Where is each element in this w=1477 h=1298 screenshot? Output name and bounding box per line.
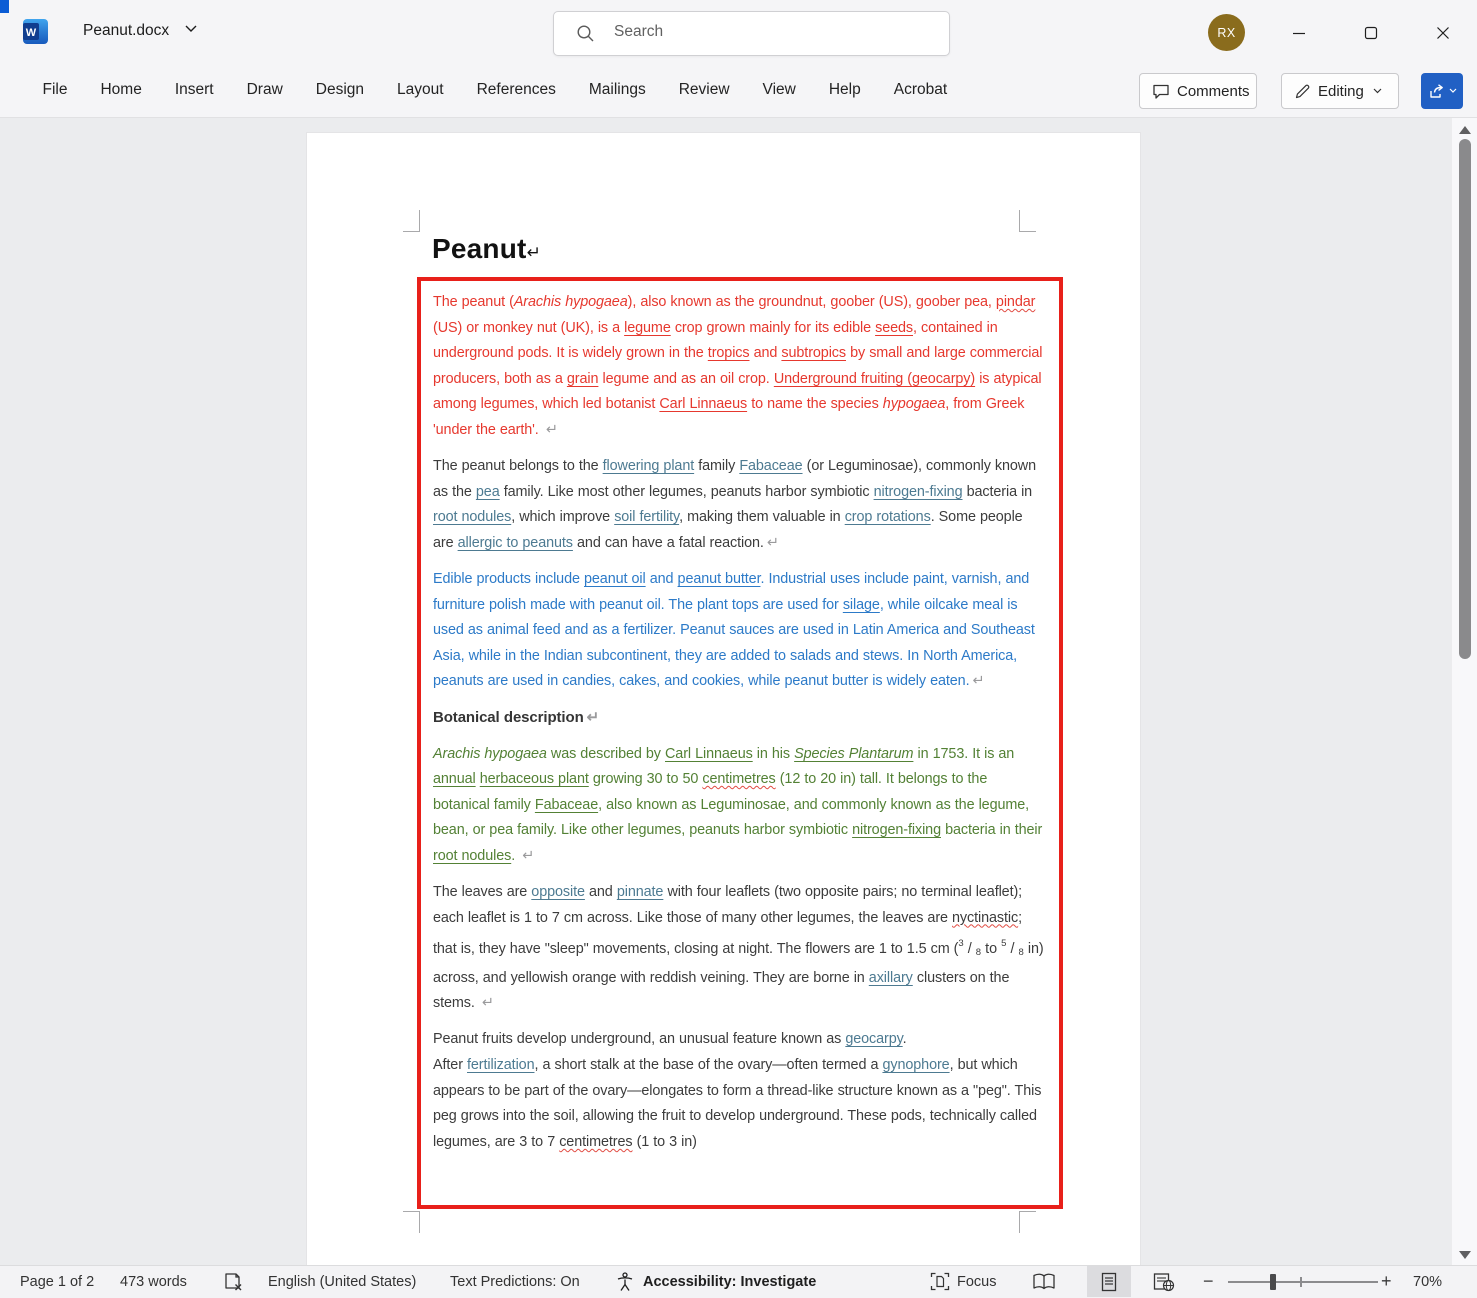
paragraph-mark: ↵ [526,243,542,262]
editing-mode-button[interactable] [1281,73,1399,109]
share-icon [1428,83,1446,100]
doc-text: with four leaflets (two opposite pairs; no terminal leaflet); each leaflet is 1 to 7 cm across. Like those of many other legumes, the leaves are [433,883,1023,926]
share-chevron-down-icon [1449,88,1457,94]
doc-link[interactable]: peanut oil [584,570,646,587]
doc-link[interactable]: Carl Linnaeus [659,396,748,413]
margin-cropmark [1019,1211,1036,1233]
doc-text: clusters on the stems. [433,969,1010,1012]
proofing-errors-icon[interactable] [222,1266,244,1297]
scroll-down-arrow-icon[interactable] [1459,1251,1471,1259]
tab-mailings[interactable]: Mailings [588,81,646,98]
svg-text:W: W [25,27,37,39]
doc-text: centimetres [559,1133,633,1150]
doc-link[interactable]: fertilization [467,1057,535,1074]
doc-text: by small and large commercial producers, both as a [433,345,1043,387]
doc-text: Edible products include [433,570,584,587]
doc-link[interactable]: seeds [875,319,913,336]
read-mode-button[interactable] [1032,1266,1056,1297]
doc-link[interactable]: crop rotations [844,509,931,526]
doc-text: (US) or monkey nut (UK), is a [433,319,625,336]
doc-text: in his [752,745,795,762]
margin-cropmark [1019,210,1036,232]
doc-text: . [902,1031,907,1048]
doc-link[interactable]: Underground fruiting (geocarpy) [773,370,976,387]
zoom-slider-handle[interactable] [1270,1274,1276,1290]
doc-link[interactable]: annual [433,771,476,788]
titlebar [0,0,1477,64]
doc-text: The leaves are [433,883,532,900]
doc-text: in) across, and yellowish orange with reddish veining. They are borne in [433,941,1044,986]
doc-link[interactable]: pinnate [616,883,664,900]
doc-link[interactable]: soil fertility [614,509,680,526]
doc-text: . Some people are [433,509,1023,551]
search-input[interactable] [553,11,950,56]
doc-text: in 1753. It is an [913,745,1015,762]
doc-paragraph [433,567,1045,695]
zoom-level[interactable]: 70% [1413,1273,1443,1290]
doc-text: hypogaea [882,396,946,413]
doc-text: Arachis hypogaea [513,294,628,310]
doc-text: was described by [546,745,665,762]
doc-text: (or Leguminosae), commonly known as the [433,458,1036,500]
doc-link[interactable]: flowering plant [602,458,695,475]
share-button[interactable] [1421,73,1463,109]
doc-text: The peanut ( [433,294,514,310]
account-avatar[interactable]: RX [1208,14,1245,51]
tab-view[interactable]: View [762,81,796,98]
zoom-out-button[interactable]: − [1203,1271,1214,1291]
doc-text: legume and as an oil crop. [598,370,774,387]
tab-references[interactable]: References [476,81,556,98]
focus-label: Focus [957,1273,997,1290]
tab-draw[interactable]: Draw [246,81,283,98]
doc-text: (12 to 20 in) tall. It belongs to the botanical family [433,771,988,813]
text-predictions[interactable]: Text Predictions: On [450,1273,580,1290]
doc-text: Peanut fruits develop underground, an unusual feature known as [433,1031,846,1048]
comments-label: Comments [1177,82,1250,100]
document-canvas [0,118,1477,1265]
highlight-box [417,277,1063,1209]
doc-text: and [645,570,678,587]
doc-link[interactable]: Species Plantarum [794,745,914,762]
tab-design[interactable]: Design [315,81,365,98]
maximize-button[interactable] [1356,18,1386,48]
doc-text: , a short stalk at the base of the ovary—often termed a [534,1057,883,1074]
doc-text: and can have a fatal reaction. [572,534,764,551]
doc-text: / [1006,941,1019,958]
doc-paragraph [433,290,1045,444]
margin-cropmark [403,210,420,232]
print-layout-button[interactable] [1087,1266,1131,1297]
doc-text: family. Like most other legumes, peanuts harbor symbiotic [499,483,874,500]
paragraph-mark: ↵ [586,709,600,727]
doc-link[interactable]: nitrogen-fixing [873,483,963,500]
doc-text: , but which appears to be part of the ovary—elongates to form a thread-like structure known as a "peg". This peg grows into the soil, allowing the fruit to develop underground. These pods, technically called legumes, are 3 to 7 [433,1057,1042,1150]
doc-link[interactable]: Fabaceae [739,458,803,475]
search-icon [576,24,595,43]
doc-text: 3 [958,938,964,950]
doc-link[interactable]: gynophore [882,1057,950,1074]
vertical-scrollbar[interactable] [1451,118,1477,1265]
doc-link[interactable]: herbaceous plant [479,771,589,788]
doc-text: Botanical description [433,709,584,727]
document-filename[interactable]: Peanut.docx [83,22,170,39]
doc-text: crop grown mainly for its edible [670,319,876,336]
doc-link[interactable]: peanut butter [677,570,761,587]
zoom-in-button[interactable]: + [1381,1271,1392,1291]
document-paragraphs [433,290,1045,1155]
tab-home[interactable]: Home [100,81,142,98]
doc-text: . Industrial uses include paint, varnish, and furniture polish made with peanut oil. The plant tops are used for [433,570,1030,613]
doc-text: The peanut belongs to the [433,458,603,475]
doc-text: to [981,941,1002,958]
doc-paragraph [433,454,1045,556]
doc-text: 8 [1018,947,1024,959]
doc-text: ; that is, they have "sleep" movements, closing at night. The flowers are 1 to 1.5 cm ( [433,909,1023,958]
doc-link[interactable]: tropics [707,345,750,362]
doc-link[interactable]: legume [624,319,671,336]
doc-text: to name the species [747,396,883,413]
doc-link[interactable]: root nodules [433,847,512,864]
doc-text: and [749,345,782,362]
tab-file[interactable]: File [42,81,68,98]
doc-link[interactable]: root nodules [433,509,512,526]
tab-acrobat[interactable]: Acrobat [893,81,948,98]
doc-text: growing 30 to 50 [588,771,703,788]
paragraph-mark: ↵ [522,847,535,864]
doc-text: 5 [1001,938,1007,950]
doc-text: , from Greek 'under the earth'. [433,396,1025,438]
doc-text: , making them valuable in [679,509,845,526]
doc-text: bacteria in [962,483,1033,500]
tab-layout[interactable]: Layout [397,81,444,98]
search-placeholder: Search [614,23,664,40]
page-indicator[interactable]: Page 1 of 2 [20,1273,95,1290]
comment-bubble-icon [1152,83,1170,100]
doc-link[interactable]: grain [566,370,599,387]
ribbon-menubar [0,64,1477,116]
doc-text: is atypical among legumes, which led botanist [433,370,1042,413]
doc-text: , while oilcake meal is used as animal feed and as a fertilizer. Peanut sauces are used in Latin America and Southeast Asia, while in the Indian subcontinent, they are added to salads and stews. In North America, peanuts are used in candies, cakes, and cookies, while peanut butter is widely eaten. [433,596,1035,690]
doc-link[interactable]: Carl Linnaeus [665,745,753,762]
doc-text: pindar [995,294,1036,310]
filename-chevron-down-icon[interactable] [185,25,197,33]
accessibility-status[interactable]: Accessibility: Investigate [643,1273,817,1290]
doc-link[interactable]: geocarpy [845,1031,903,1048]
margin-cropmark [403,1211,420,1233]
doc-text: 8 [975,947,982,959]
app-header [0,0,1477,118]
zoom-slider-track[interactable] [1228,1281,1378,1283]
tab-help[interactable]: Help [828,81,861,98]
doc-text: and [584,883,617,900]
ribbon-tabs [26,64,964,116]
doc-text: , contained in underground pods. It is widely grown in the [433,319,998,362]
doc-link[interactable]: nitrogen-fixing [852,822,941,839]
doc-text: , also known as Leguminosae, and commonly known as the legume, bean, or pea family. Like other legumes, peanuts harbor symbiotic [433,796,1030,839]
doc-text: bacteria in their [941,822,1043,839]
statusbar [0,1265,1477,1298]
paragraph-mark: ↵ [766,534,779,551]
doc-text: After [433,1057,467,1074]
doc-link[interactable]: opposite [531,883,585,900]
doc-link[interactable]: pea [475,483,500,500]
web-layout-button[interactable] [1153,1266,1175,1297]
doc-paragraph [433,742,1045,870]
doc-link[interactable]: Fabaceae [534,796,599,813]
doc-text: Arachis hypogaea [433,745,547,762]
doc-paragraph [433,880,1045,1017]
doc-text: (1 to 3 in) [632,1133,697,1150]
zoom-slider-tick [1300,1277,1302,1287]
scroll-up-arrow-icon[interactable] [1459,126,1471,134]
paragraph-mark: ↵ [972,673,985,690]
doc-text: nyctinastic [952,909,1019,926]
doc-link[interactable]: allergic to peanuts [457,534,573,551]
tab-insert[interactable]: Insert [174,81,214,98]
language-indicator[interactable]: English (United States) [268,1273,417,1290]
comments-button[interactable] [1139,73,1257,109]
focus-icon [930,1272,950,1291]
doc-text: . [511,847,520,864]
doc-heading [433,705,1045,731]
paragraph-mark: ↵ [481,995,494,1012]
word-count[interactable]: 473 words [120,1273,187,1290]
close-button[interactable] [1428,18,1458,48]
word-app-icon[interactable] [22,18,49,45]
document-title: Peanut↵ [432,233,542,264]
focus-button[interactable] [930,1266,997,1297]
doc-link[interactable]: axillary [868,969,913,986]
doc-text: centimetres [702,771,776,788]
editing-chevron-down-icon [1373,88,1382,94]
editing-label: Editing [1318,82,1364,100]
doc-text: / [963,941,976,958]
doc-paragraph [433,1027,1045,1155]
pencil-icon [1294,83,1311,100]
doc-text: ), also known as the groundnut, goober (US), goober pea, [627,294,996,310]
accessibility-icon [614,1266,636,1297]
document-page[interactable] [307,133,1140,1265]
doc-text: , which improve [511,509,615,526]
minimize-button[interactable] [1284,18,1314,48]
paragraph-mark: ↵ [545,421,558,438]
doc-link[interactable]: subtropics [781,345,846,362]
tab-review[interactable]: Review [678,81,730,98]
scrollbar-thumb[interactable] [1459,139,1471,659]
doc-text: family [694,458,740,475]
doc-link[interactable]: silage [842,596,880,613]
